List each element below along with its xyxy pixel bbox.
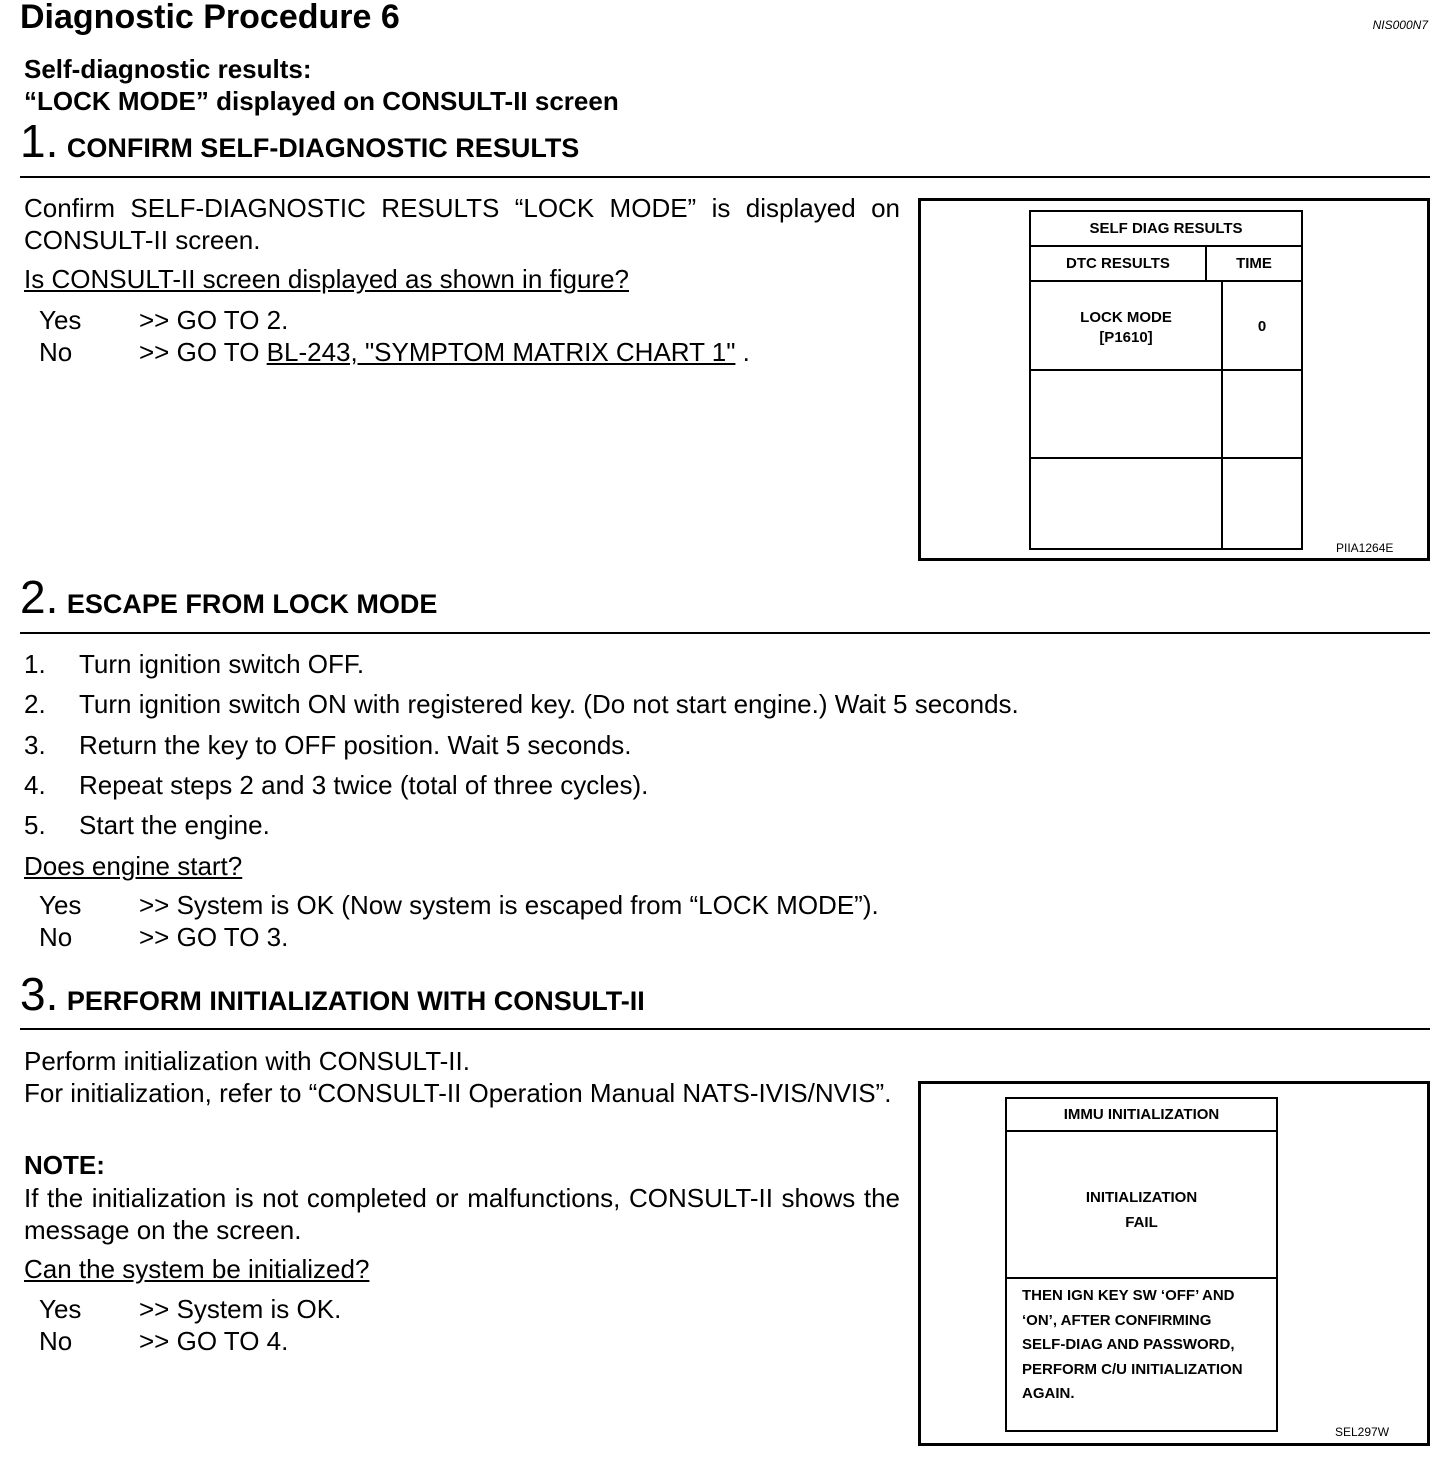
step2-rule — [20, 632, 1430, 634]
init-fail-message — [1007, 1185, 1276, 1235]
step3-yes-row — [24, 1294, 904, 1326]
step2-no-row — [24, 922, 1324, 954]
init-instructions — [1022, 1284, 1276, 1407]
no-label: No — [39, 337, 73, 367]
no-value: >> GO TO 3. — [139, 922, 289, 952]
step3-number: 3. — [20, 968, 59, 1020]
row-divider-1 — [1031, 369, 1301, 371]
step3-title: PERFORM INITIALIZATION WITH CONSULT-II — [66, 986, 645, 1016]
list-item — [24, 810, 1324, 842]
list-item-text: Turn ignition switch ON with registered key. (Do not start engine.) Wait 5 seconds. — [79, 689, 1019, 719]
list-item — [24, 770, 1324, 802]
intro-line-2: “LOCK MODE” displayed on CONSULT-II screen — [24, 86, 619, 116]
step2-question: Does engine start? — [24, 851, 243, 881]
step2-number: 2. — [20, 571, 59, 623]
page-title: Diagnostic Procedure 6 — [20, 0, 400, 36]
note-label: NOTE: — [24, 1150, 105, 1180]
list-item-number: 2. — [24, 689, 46, 719]
step1-number: 1. — [20, 115, 59, 167]
lock-mode-time: 0 — [1257, 318, 1267, 335]
no-value: >> GO TO 4. — [139, 1326, 289, 1356]
list-item-text: Start the engine. — [79, 810, 270, 840]
immu-init-screen — [1005, 1097, 1278, 1432]
step3-rule — [20, 1028, 1430, 1030]
yes-label: Yes — [39, 1294, 82, 1324]
list-item-text: Turn ignition switch OFF. — [79, 649, 365, 679]
init-fail-line-2: FAIL — [1125, 1214, 1158, 1231]
list-item-number: 1. — [24, 649, 46, 679]
message-divider — [1007, 1277, 1276, 1279]
init-fail-line-1: INITIALIZATION — [1085, 1189, 1198, 1206]
step3-question: Can the system be initialized? — [24, 1254, 370, 1284]
step3-text-2: For initialization, refer to “CONSULT-II Operation Manual NATS-IVIS/NVIS”. — [24, 1078, 892, 1108]
step2-heading — [20, 570, 437, 624]
step1-title: CONFIRM SELF-DIAGNOSTIC RESULTS — [66, 133, 580, 163]
instruction-line: THEN IGN KEY SW ‘OFF’ AND — [1022, 1287, 1235, 1304]
step2-title: ESCAPE FROM LOCK MODE — [66, 589, 438, 619]
intro-line-1: Self-diagnostic results: — [24, 54, 312, 84]
list-item-number: 3. — [24, 730, 46, 760]
note-text: If the initialization is not completed or malfunctions, CONSULT-II shows the message on the screen. — [24, 1183, 900, 1245]
step1-question: Is CONSULT-II screen displayed as shown in figure? — [24, 264, 630, 294]
step1-rule — [20, 176, 1430, 178]
yes-value: >> GO TO 2. — [139, 305, 289, 335]
yes-label: Yes — [39, 305, 82, 335]
no-value — [139, 337, 750, 368]
step1-no-row — [24, 337, 904, 369]
instruction-line: SELF-DIAG AND PASSWORD, — [1022, 1336, 1235, 1353]
list-item-text: Return the key to OFF position. Wait 5 seconds. — [79, 730, 632, 760]
step1-text: Confirm SELF-DIAGNOSTIC RESULTS “LOCK MODE” is displayed on CONSULT-II screen. — [24, 193, 900, 255]
instruction-line: ‘ON’, AFTER CONFIRMING — [1022, 1311, 1212, 1329]
instruction-line: AGAIN. — [1022, 1385, 1075, 1402]
self-diag-figure — [918, 198, 1430, 561]
list-item-number: 4. — [24, 770, 46, 800]
step1-yes-row — [24, 305, 904, 337]
step3-text-1: Perform initialization with CONSULT-II. — [24, 1046, 470, 1076]
figure-id: PIIA1264E — [1336, 541, 1394, 555]
step3-heading — [20, 967, 645, 1021]
step3-no-row — [24, 1326, 904, 1358]
list-item — [24, 649, 1324, 681]
self-diag-screen — [1029, 210, 1303, 550]
lock-mode-text: LOCK MODE — [1080, 309, 1172, 326]
yes-label: Yes — [39, 890, 82, 920]
immu-init-figure — [918, 1081, 1430, 1446]
no-label: No — [39, 922, 73, 952]
yes-value: >> System is OK (Now system is escaped from “LOCK MODE”). — [139, 890, 879, 920]
no-label: No — [39, 1326, 73, 1356]
symptom-matrix-link[interactable]: BL-243, "SYMPTOM MATRIX CHART 1" — [266, 337, 736, 367]
row-divider-2 — [1031, 457, 1301, 459]
step1-heading — [20, 114, 579, 168]
figure-id: SEL297W — [1335, 1425, 1390, 1439]
step2-yes-row — [24, 890, 1324, 922]
list-item — [24, 730, 1324, 762]
immu-header: IMMU INITIALIZATION — [1007, 1099, 1276, 1132]
dtc-results-col: DTC RESULTS — [1031, 247, 1207, 282]
list-item — [24, 689, 1324, 721]
list-item-text: Repeat steps 2 and 3 twice (total of three cycles). — [79, 770, 649, 800]
list-item-number: 5. — [24, 810, 46, 840]
self-diag-header: SELF DIAG RESULTS — [1031, 212, 1301, 247]
doc-id: NIS000N7 — [1372, 18, 1428, 32]
time-col: TIME — [1207, 247, 1301, 282]
no-prefix: >> GO TO — [139, 337, 267, 367]
lock-mode-entry — [1031, 308, 1221, 348]
lock-mode-code: [P1610] — [1099, 329, 1153, 346]
instruction-line: PERFORM C/U INITIALIZATION — [1022, 1360, 1243, 1378]
no-suffix: . — [735, 337, 750, 367]
yes-value: >> System is OK. — [139, 1294, 342, 1324]
